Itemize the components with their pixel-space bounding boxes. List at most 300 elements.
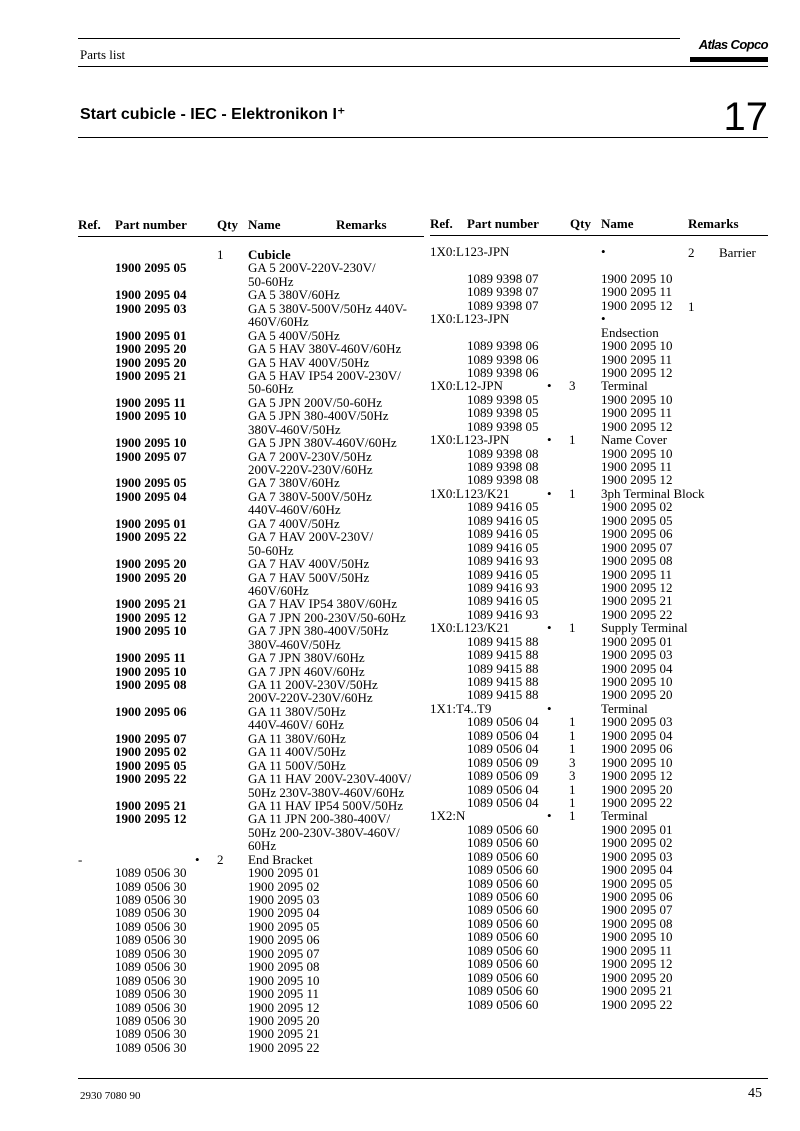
part-number-cell: 1089 0506 30 xyxy=(115,959,187,975)
part-number-cell: 1089 0506 09 xyxy=(467,768,539,784)
right-table-row xyxy=(430,877,768,890)
footer-rule xyxy=(78,1078,768,1079)
ref-cell: 1X0:L123/K21 xyxy=(430,620,510,636)
left-table-row xyxy=(78,490,424,503)
right-col-ref: Ref. xyxy=(430,216,453,231)
ref-cell: 1X0:L123-JPN xyxy=(430,244,510,259)
right-table-row xyxy=(430,971,768,984)
name-cell: 1900 2095 06 xyxy=(248,932,320,948)
ref-cell: 1X2:N xyxy=(430,808,466,824)
left-col-qty: Qty xyxy=(217,217,238,232)
left-table-row xyxy=(78,947,424,960)
name-cell: 1900 2095 03 xyxy=(601,714,673,730)
name-cell: 1900 2095 08 xyxy=(248,959,320,975)
name-cell: 1900 2095 20 xyxy=(601,687,673,703)
right-table-row xyxy=(430,326,768,339)
part-number-cell: 1089 9398 08 xyxy=(467,472,539,488)
name-cell: GA 7 HAV 500V/50Hz xyxy=(248,569,370,585)
qty-cell: 1 xyxy=(569,727,576,743)
header-label: Parts list xyxy=(80,47,126,62)
right-table-row xyxy=(430,836,768,849)
name-cell: 1900 2095 11 xyxy=(601,459,673,474)
right-table-row xyxy=(430,245,768,258)
left-table-row xyxy=(78,920,424,933)
name-cell: 1900 2095 12 xyxy=(601,768,673,784)
left-table-row xyxy=(78,1014,424,1027)
left-table-row xyxy=(78,691,424,704)
left-table-row xyxy=(78,880,424,893)
name-cell: 1900 2095 10 xyxy=(601,929,673,945)
part-number-cell: 1089 0506 60 xyxy=(467,821,539,837)
name-cell: 1900 2095 21 xyxy=(601,983,673,999)
qty-cell: 1 xyxy=(217,247,224,262)
left-table-row xyxy=(78,853,424,866)
part-number-cell: 1089 0506 60 xyxy=(467,983,539,999)
left-table-row xyxy=(78,826,424,839)
part-number-cell: 1089 0506 04 xyxy=(467,727,539,743)
right-col-remarks: Remarks xyxy=(688,216,739,231)
left-table-row xyxy=(78,597,424,610)
left-table-row xyxy=(78,893,424,906)
name-cell: 1900 2095 02 xyxy=(248,878,320,894)
left-table-row xyxy=(78,288,424,301)
part-number-cell: 1089 0506 30 xyxy=(115,945,187,961)
header-underline xyxy=(78,66,768,67)
name-cell: 1900 2095 03 xyxy=(248,892,320,907)
right-table-row xyxy=(430,420,768,433)
left-table-row xyxy=(78,665,424,678)
name-cell: 50-60Hz xyxy=(248,381,294,397)
right-col-name: Name xyxy=(601,216,634,231)
name-cell: • xyxy=(601,311,606,327)
right-table-row xyxy=(430,594,768,607)
footer-doc-number: 2930 7080 90 xyxy=(80,1090,141,1102)
ref-cell: 1X0:L123/K21 xyxy=(430,485,510,501)
left-table-row xyxy=(78,786,424,799)
right-table-row xyxy=(430,393,768,406)
name-cell: GA 7 HAV 400V/50Hz xyxy=(248,556,370,572)
part-number-cell: 1089 9398 06 xyxy=(467,351,539,367)
right-table-row xyxy=(430,447,768,460)
part-number-cell: 1089 0506 04 xyxy=(467,781,539,797)
left-table-row xyxy=(78,1041,424,1054)
part-number-cell: 1089 0506 04 xyxy=(467,714,539,730)
name-cell: 1900 2095 12 xyxy=(601,364,673,380)
bullet-icon: • xyxy=(547,808,552,824)
part-number-cell: 1089 0506 60 xyxy=(467,835,539,851)
part-number-cell: 1089 0506 60 xyxy=(467,969,539,985)
name-cell: 1900 2095 11 xyxy=(248,986,320,1002)
right-table-row xyxy=(430,581,768,594)
part-number-cell: 1089 9415 88 xyxy=(467,633,539,649)
name-cell: 1900 2095 05 xyxy=(601,875,673,891)
name-cell: 1900 2095 12 xyxy=(601,297,673,313)
qty-cell: 1 xyxy=(569,741,576,757)
part-number-cell: 1900 2095 10 xyxy=(115,623,187,639)
part-number-cell: 1900 2095 08 xyxy=(115,677,187,692)
left-parts-list xyxy=(78,248,424,1054)
part-number-cell: 1089 9416 93 xyxy=(467,579,539,595)
part-number-cell: 1900 2095 03 xyxy=(115,300,187,316)
name-cell: GA 7 HAV 200V-230V/ xyxy=(248,529,374,545)
part-number-cell: 1089 0506 30 xyxy=(115,878,187,894)
right-table-row xyxy=(430,890,768,903)
right-table-row xyxy=(430,366,768,379)
name-cell: GA 5 380V-500V/50Hz 440V- xyxy=(248,300,408,316)
name-cell: Terminal xyxy=(601,378,648,394)
part-number-cell: 1089 9398 08 xyxy=(467,459,539,474)
qty-cell: 2 xyxy=(217,851,224,867)
name-cell: 50Hz 200-230V-380V-460V/ xyxy=(248,824,400,840)
left-table-row xyxy=(78,772,424,785)
part-number-cell: 1089 9416 05 xyxy=(467,566,539,582)
name-cell: GA 11 HAV 200V-230V-400V/ xyxy=(248,771,412,787)
name-cell: GA 11 HAV IP54 500V/50Hz xyxy=(248,797,404,813)
name-cell: GA 11 500V/50Hz xyxy=(248,757,346,773)
right-table-row xyxy=(430,957,768,970)
part-number-cell: 1900 2095 20 xyxy=(115,354,187,370)
name-cell: 1900 2095 21 xyxy=(601,593,673,609)
right-parts-list xyxy=(430,245,768,1011)
part-number-cell: 1900 2095 21 xyxy=(115,367,187,383)
right-table-row xyxy=(430,258,768,271)
name-cell: GA 5 380V/60Hz xyxy=(248,287,340,303)
part-number-cell: 1900 2095 21 xyxy=(115,797,187,813)
left-table-row xyxy=(78,839,424,852)
left-table-row xyxy=(78,718,424,731)
bullet-icon: • xyxy=(547,700,552,716)
part-number-cell: 1089 9398 08 xyxy=(467,445,539,461)
right-table-row xyxy=(430,715,768,728)
right-table-row xyxy=(430,527,768,540)
name-cell: GA 7 200V-230V/50Hz xyxy=(248,448,372,464)
right-table-row xyxy=(430,903,768,916)
part-number-cell: 1089 0506 30 xyxy=(115,932,187,948)
qty-cell: 1 xyxy=(569,620,576,636)
name-cell: 1900 2095 22 xyxy=(601,606,673,622)
left-table-row xyxy=(78,261,424,274)
name-cell: GA 11 380V/60Hz xyxy=(248,730,346,746)
right-table-row xyxy=(430,823,768,836)
left-table-row xyxy=(78,382,424,395)
left-table-row xyxy=(78,624,424,637)
left-table-row xyxy=(78,906,424,919)
left-table-row xyxy=(78,450,424,463)
name-cell: 1900 2095 10 xyxy=(601,391,673,407)
right-table-row xyxy=(430,621,768,634)
left-table-row xyxy=(78,302,424,315)
endsection-qty: 1 xyxy=(688,299,695,314)
part-number-cell: 1089 0506 04 xyxy=(467,794,539,810)
name-cell: Supply Terminal xyxy=(601,620,688,636)
right-table-row xyxy=(430,675,768,688)
part-number-cell: 1900 2095 04 xyxy=(115,488,187,504)
name-cell: GA 11 200V-230V/50Hz xyxy=(248,677,378,692)
left-table-row xyxy=(78,611,424,624)
right-table-row xyxy=(430,998,768,1011)
name-cell: 380V-460V/50Hz xyxy=(248,636,341,652)
right-table-row xyxy=(430,809,768,822)
left-table-row xyxy=(78,544,424,557)
left-table-row xyxy=(78,705,424,718)
qty-cell: 3 xyxy=(569,754,576,770)
name-cell: GA 5 JPN 200V/50-60Hz xyxy=(248,394,382,410)
right-table-row xyxy=(430,487,768,500)
name-cell: Cubicle xyxy=(248,247,291,262)
name-cell: 60Hz xyxy=(248,838,277,854)
left-table-row xyxy=(78,356,424,369)
title-rule xyxy=(78,137,768,138)
bullet-icon: • xyxy=(547,620,552,636)
name-cell: GA 5 HAV 400V/50Hz xyxy=(248,354,370,370)
right-table-row xyxy=(430,554,768,567)
left-table-row xyxy=(78,476,424,489)
name-cell: 1900 2095 05 xyxy=(601,512,673,528)
part-number-cell: 1089 9416 05 xyxy=(467,593,539,609)
name-cell: Endsection xyxy=(601,324,659,340)
name-cell: 1900 2095 07 xyxy=(601,539,673,555)
right-table-row xyxy=(430,742,768,755)
name-cell: 1900 2095 05 xyxy=(248,918,320,934)
name-cell: 1900 2095 04 xyxy=(601,862,673,878)
part-number-cell: 1900 2095 12 xyxy=(115,609,187,625)
right-table-row xyxy=(430,353,768,366)
name-cell: 1900 2095 04 xyxy=(601,660,673,676)
part-number-cell: 1089 0506 60 xyxy=(467,942,539,958)
name-cell: 460V/60Hz xyxy=(248,582,309,598)
name-cell: GA 7 JPN 380V/60Hz xyxy=(248,650,365,666)
name-cell: 1900 2095 10 xyxy=(601,338,673,354)
name-cell: Terminal xyxy=(601,700,648,716)
left-table-row xyxy=(78,248,424,261)
left-table-row xyxy=(78,571,424,584)
name-cell: 1900 2095 07 xyxy=(248,945,320,961)
part-number-cell: 1089 9398 06 xyxy=(467,338,539,354)
left-table-row xyxy=(78,517,424,530)
name-cell: 200V-220V-230V/60Hz xyxy=(248,690,373,706)
name-cell: GA 11 JPN 200-380-400V/ xyxy=(248,811,391,827)
right-table-row xyxy=(430,769,768,782)
left-table-row xyxy=(78,423,424,436)
name-cell: 1900 2095 06 xyxy=(601,741,673,757)
left-table-row xyxy=(78,799,424,812)
name-cell: 1900 2095 06 xyxy=(601,889,673,904)
right-table-row xyxy=(430,756,768,769)
section-title: Start cubicle - IEC - Elektronikon I⁺ xyxy=(80,106,346,123)
name-cell: GA 7 JPN 200-230V/50-60Hz xyxy=(248,609,406,625)
part-number-cell: 1900 2095 11 xyxy=(115,394,186,410)
right-table-row xyxy=(430,984,768,997)
ref-cell: - xyxy=(78,851,83,867)
part-number-cell: 1900 2095 20 xyxy=(115,556,187,572)
left-table-row xyxy=(78,436,424,449)
part-number-cell: 1089 9398 07 xyxy=(467,284,539,300)
part-number-cell: 1089 9416 93 xyxy=(467,553,539,569)
name-cell: 1900 2095 06 xyxy=(601,526,673,542)
bullet-icon: • xyxy=(195,851,200,867)
part-number-cell: 1089 9398 07 xyxy=(467,297,539,313)
part-number-cell: 1089 0506 60 xyxy=(467,889,539,904)
part-number-cell: 1089 0506 60 xyxy=(467,875,539,891)
left-table-row xyxy=(78,1027,424,1040)
name-cell: 1900 2095 22 xyxy=(601,996,673,1012)
right-col-qty: Qty xyxy=(570,216,591,231)
part-number-cell: 1900 2095 05 xyxy=(115,475,187,491)
barrier-name: Barrier xyxy=(719,245,756,260)
name-cell: GA 7 400V/50Hz xyxy=(248,515,340,531)
name-cell: 200V-220V-230V/60Hz xyxy=(248,462,373,477)
name-cell: 440V-460V/60Hz xyxy=(248,502,341,518)
left-table-row xyxy=(78,557,424,570)
name-cell: Name Cover xyxy=(601,432,668,448)
left-header-rule xyxy=(78,236,424,237)
name-cell: 1900 2095 10 xyxy=(601,674,673,689)
name-cell: 1900 2095 04 xyxy=(248,905,320,921)
name-cell: 1900 2095 08 xyxy=(601,915,673,931)
name-cell: 1900 2095 07 xyxy=(601,902,673,918)
part-number-cell: 1089 9398 05 xyxy=(467,405,539,421)
part-number-cell: 1089 0506 30 xyxy=(115,972,187,988)
right-table-row xyxy=(430,299,768,312)
qty-cell: 1 xyxy=(569,432,576,448)
name-cell: 1900 2095 20 xyxy=(601,781,673,797)
name-cell: 1900 2095 03 xyxy=(601,848,673,864)
part-number-cell: 1900 2095 07 xyxy=(115,448,187,464)
right-table-row xyxy=(430,285,768,298)
name-cell: GA 5 JPN 380-400V/50Hz xyxy=(248,408,389,424)
name-cell: 1900 2095 12 xyxy=(601,956,673,972)
name-cell: GA 7 380V-500V/50Hz xyxy=(248,488,372,504)
name-cell: 460V/60Hz xyxy=(248,314,309,330)
name-cell: 1900 2095 11 xyxy=(601,566,673,582)
qty-cell: 1 xyxy=(569,781,576,797)
part-number-cell: 1900 2095 05 xyxy=(115,260,187,276)
right-table-row xyxy=(430,850,768,863)
footer-page-number: 45 xyxy=(748,1086,762,1101)
name-cell: GA 7 380V/60Hz xyxy=(248,475,340,491)
right-header-rule xyxy=(430,235,768,236)
part-number-cell: 1900 2095 05 xyxy=(115,757,187,773)
part-number-cell: 1089 0506 30 xyxy=(115,1012,187,1028)
ref-cell: 1X0:L12-JPN xyxy=(430,378,503,394)
ref-cell: 1X0:L123-JPN xyxy=(430,311,510,327)
name-cell: End Bracket xyxy=(248,851,313,867)
name-cell: 1900 2095 01 xyxy=(601,821,673,837)
bullet-icon: • xyxy=(547,378,552,394)
right-table-row xyxy=(430,635,768,648)
header-rule xyxy=(78,38,680,39)
section-number: 17 xyxy=(723,95,768,139)
barrier-qty: 2 xyxy=(688,245,695,260)
part-number-cell: 1089 9398 05 xyxy=(467,391,539,407)
name-cell: 50-60Hz xyxy=(248,542,294,558)
name-cell: GA 5 HAV 380V-460V/60Hz xyxy=(248,341,402,357)
name-cell: 3ph Terminal Block xyxy=(601,485,705,501)
left-table-row xyxy=(78,369,424,382)
name-cell: 1900 2095 11 xyxy=(601,942,673,958)
right-table-row xyxy=(430,944,768,957)
name-cell: 1900 2095 12 xyxy=(601,472,673,488)
name-cell: Terminal xyxy=(601,808,648,824)
left-table-row xyxy=(78,530,424,543)
part-number-cell: 1089 9416 05 xyxy=(467,499,539,515)
left-table-row xyxy=(78,329,424,342)
brand-logo-bar xyxy=(690,57,768,62)
part-number-cell: 1089 9415 88 xyxy=(467,647,539,663)
name-cell: 1900 2095 02 xyxy=(601,835,673,851)
left-table-row xyxy=(78,342,424,355)
right-table-row xyxy=(430,662,768,675)
name-cell: 1900 2095 10 xyxy=(601,445,673,461)
right-table-row xyxy=(430,312,768,325)
part-number-cell: 1089 9415 88 xyxy=(467,687,539,703)
left-table-row xyxy=(78,759,424,772)
name-cell: GA 7 JPN 380-400V/50Hz xyxy=(248,623,389,639)
left-table-row xyxy=(78,745,424,758)
name-cell: GA 11 400V/50Hz xyxy=(248,744,346,760)
left-table-row xyxy=(78,409,424,422)
part-number-cell: 1900 2095 22 xyxy=(115,771,187,787)
part-number-cell: 1089 0506 60 xyxy=(467,929,539,945)
name-cell: 1900 2095 22 xyxy=(601,794,673,810)
left-col-part-number: Part number xyxy=(115,217,187,232)
part-number-cell: 1089 0506 60 xyxy=(467,956,539,972)
qty-cell: 1 xyxy=(569,485,576,501)
left-table-row xyxy=(78,584,424,597)
part-number-cell: 1089 0506 30 xyxy=(115,865,187,881)
qty-cell: 1 xyxy=(569,714,576,730)
name-cell: 440V-460V/ 60Hz xyxy=(248,717,344,733)
qty-cell: 1 xyxy=(569,808,576,824)
left-col-name: Name xyxy=(248,217,281,232)
part-number-cell: 1089 0506 30 xyxy=(115,999,187,1015)
name-cell: 1900 2095 12 xyxy=(248,999,320,1015)
name-cell: • xyxy=(601,244,606,259)
part-number-cell: 1089 9398 07 xyxy=(467,270,539,286)
part-number-cell: 1900 2095 11 xyxy=(115,650,186,666)
qty-cell: 3 xyxy=(569,378,576,394)
name-cell: GA 5 200V-220V-230V/ xyxy=(248,260,376,276)
right-table-row xyxy=(430,863,768,876)
part-number-cell: 1900 2095 20 xyxy=(115,341,187,357)
name-cell: 1900 2095 08 xyxy=(601,553,673,569)
part-number-cell: 1089 9416 05 xyxy=(467,539,539,555)
part-number-cell: 1089 0506 60 xyxy=(467,862,539,878)
ref-cell: 1X0:L123-JPN xyxy=(430,432,510,448)
part-number-cell: 1089 9415 88 xyxy=(467,674,539,689)
name-cell: GA 11 380V/50Hz xyxy=(248,703,346,719)
left-table-row xyxy=(78,651,424,664)
part-number-cell: 1089 0506 30 xyxy=(115,918,187,934)
name-cell: 1900 2095 11 xyxy=(601,284,673,300)
name-cell: GA 7 HAV IP54 380V/60Hz xyxy=(248,596,398,612)
left-table-row xyxy=(78,463,424,476)
name-cell: 1900 2095 11 xyxy=(601,405,673,421)
name-cell: 50-60Hz xyxy=(248,273,294,289)
name-cell: 1900 2095 10 xyxy=(601,754,673,770)
right-table-row xyxy=(430,568,768,581)
part-number-cell: 1089 9398 05 xyxy=(467,418,539,434)
name-cell: 1900 2095 11 xyxy=(601,351,673,367)
left-table-row xyxy=(78,503,424,516)
right-table-row xyxy=(430,272,768,285)
right-table-row xyxy=(430,473,768,486)
left-table-row xyxy=(78,638,424,651)
right-table-row xyxy=(430,702,768,715)
left-table-row xyxy=(78,987,424,1000)
part-number-cell: 1900 2095 02 xyxy=(115,744,187,760)
name-cell: 1900 2095 04 xyxy=(601,727,673,743)
